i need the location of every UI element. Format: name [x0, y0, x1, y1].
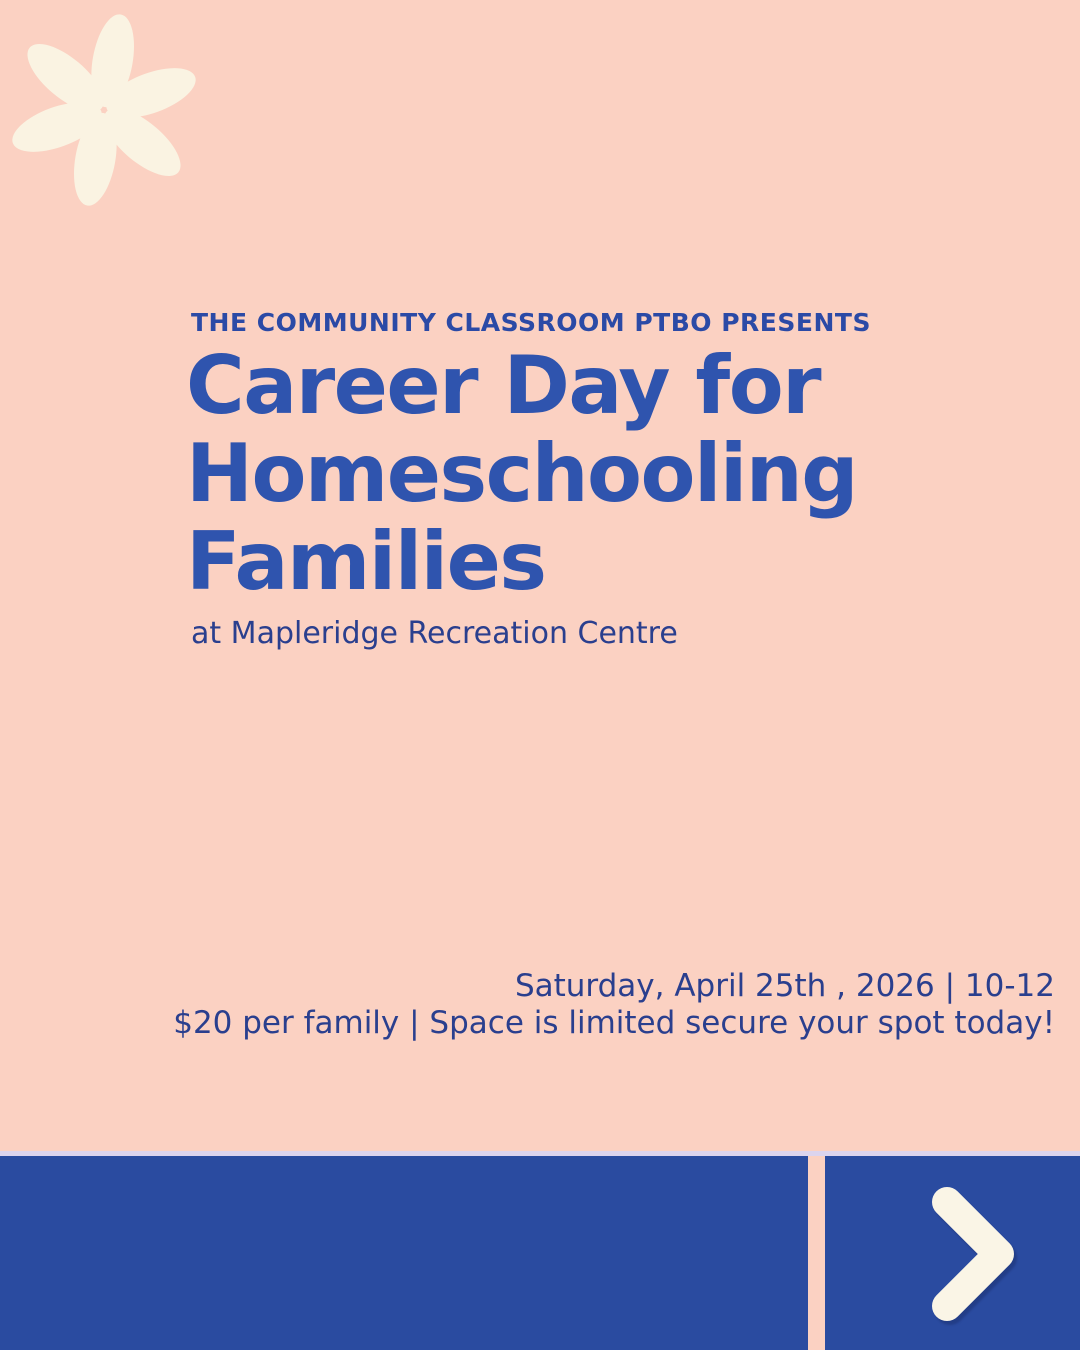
event-price-note: $20 per family | Space is limited secure your spot today! [173, 1005, 1055, 1041]
presenter-kicker: THE COMMUNITY CLASSROOM PTBO PRESENTS [191, 308, 871, 337]
event-title [186, 339, 966, 608]
event-title-line-2: Homeschooling [186, 427, 858, 520]
footer-bar-right[interactable] [825, 1156, 1080, 1350]
venue-subtitle: at Mapleridge Recreation Centre [191, 616, 678, 651]
event-datetime: Saturday, April 25th , 2026 | 10-12 [514, 968, 1055, 1004]
flower-icon [0, 0, 222, 225]
event-title-line-3: Families [186, 515, 546, 608]
event-title-line-1: Career Day for [186, 339, 821, 432]
footer-bar-left [0, 1156, 808, 1350]
event-details [173, 968, 1055, 1042]
chevron-right-icon[interactable] [925, 1184, 1035, 1324]
